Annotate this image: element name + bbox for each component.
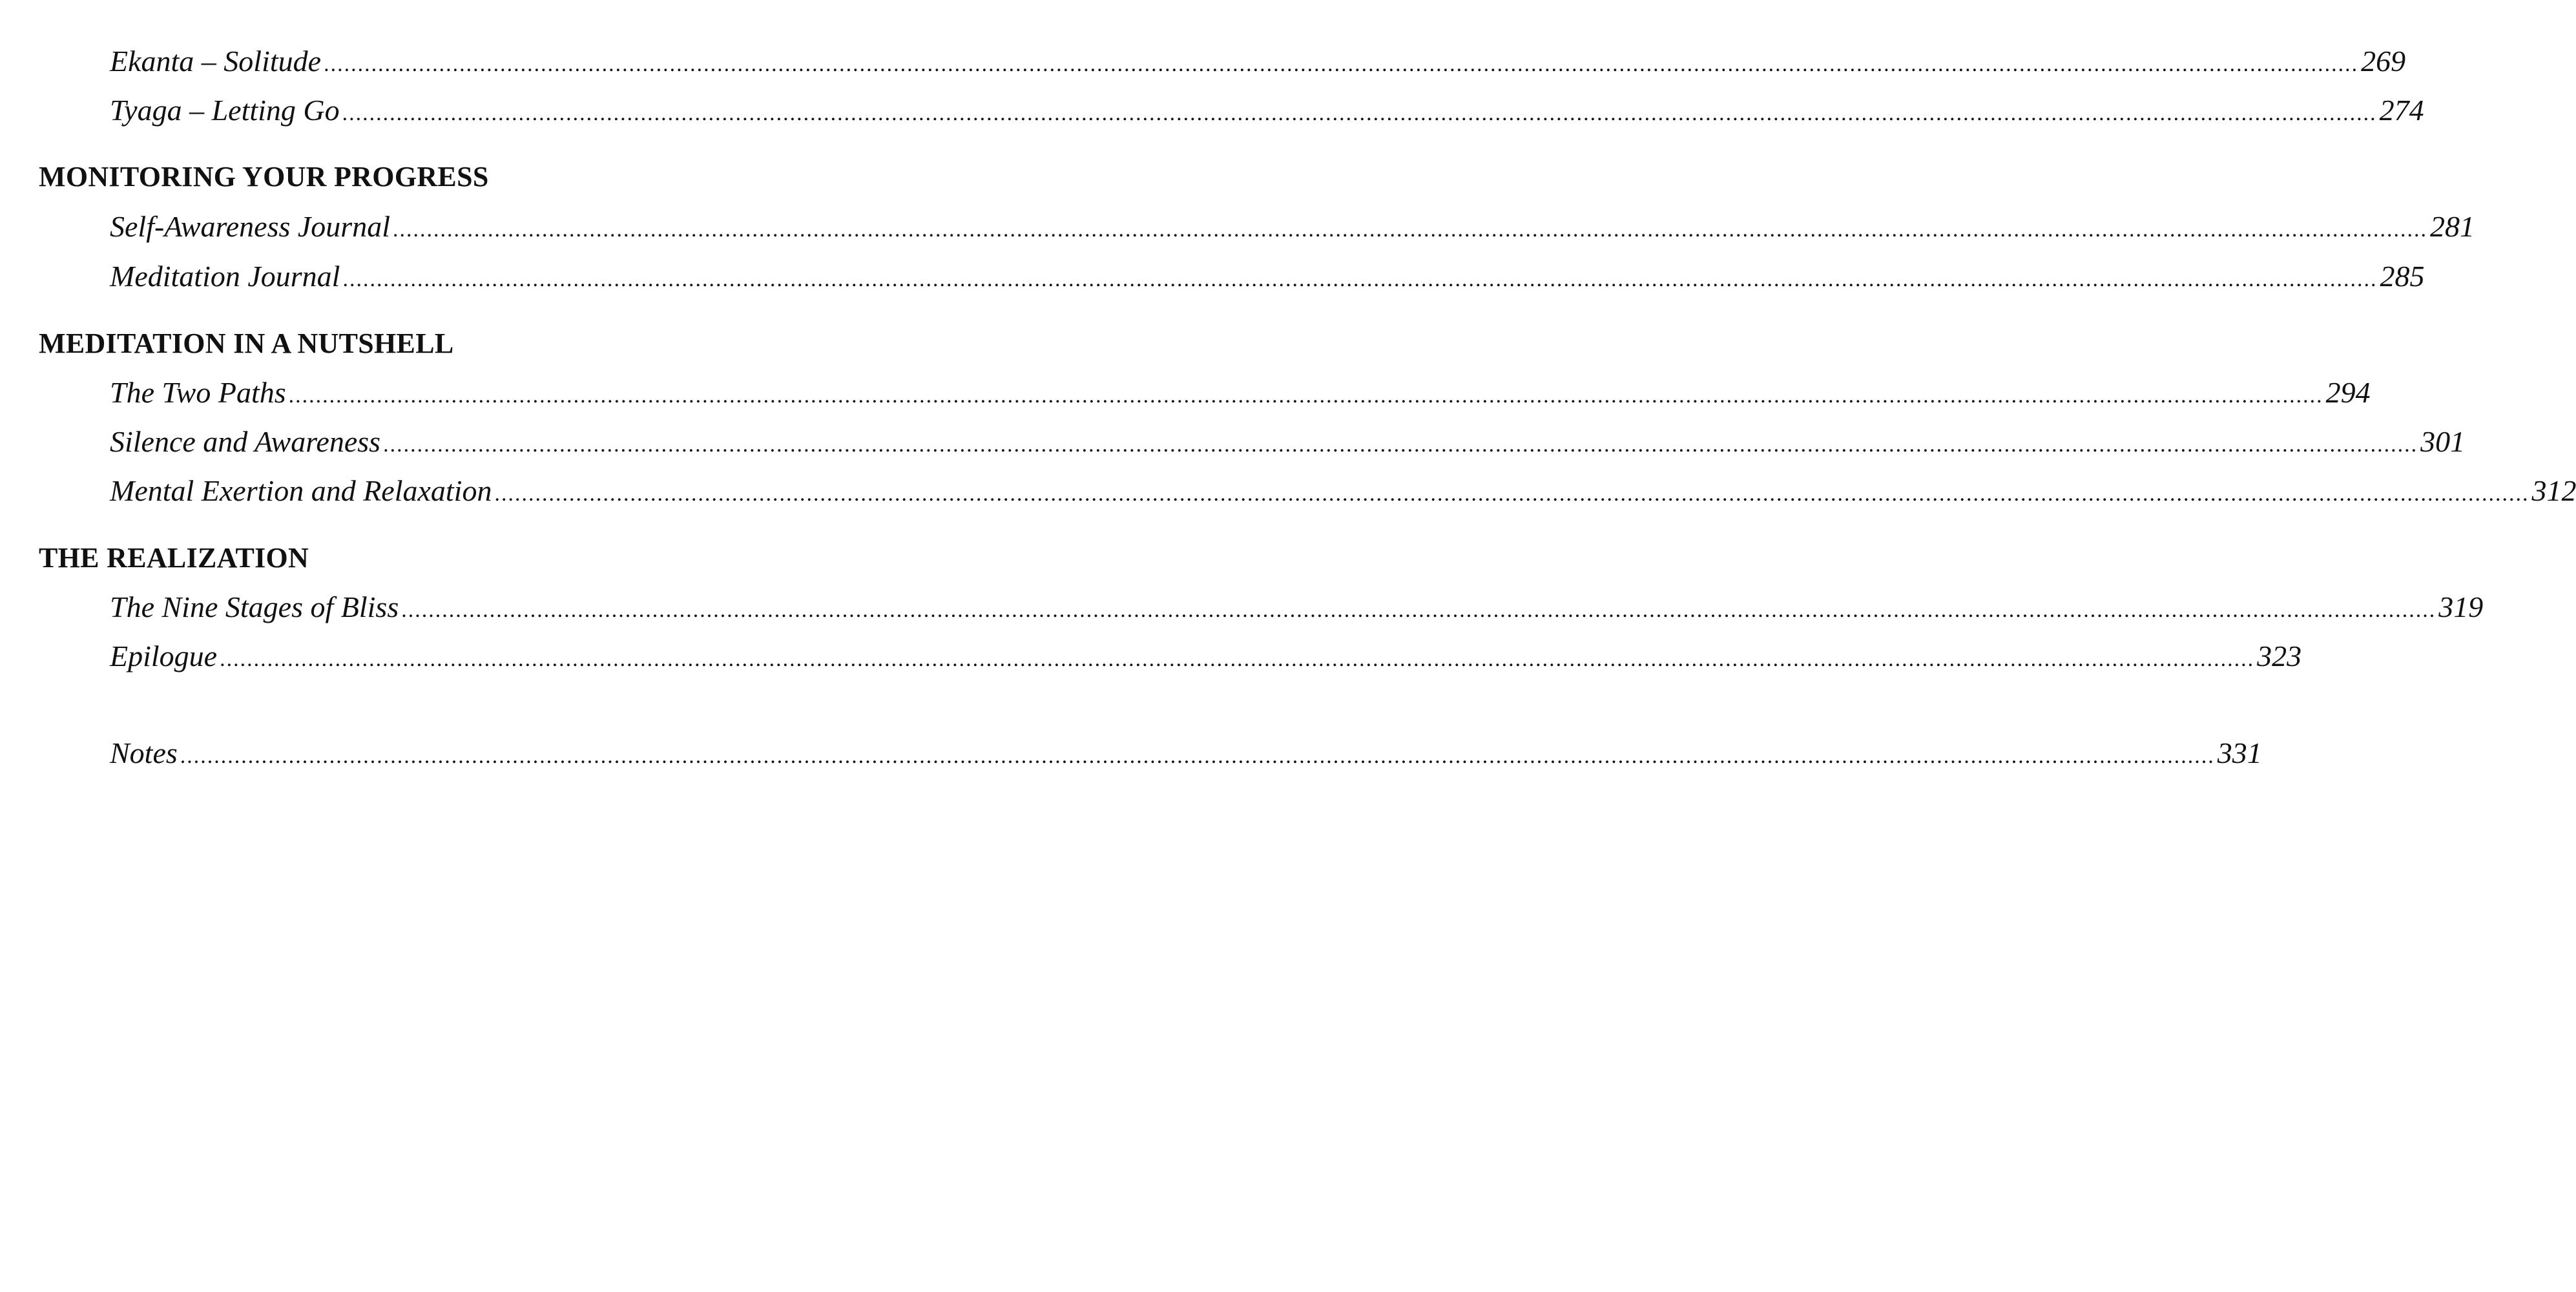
toc-entry-page: 269 xyxy=(2361,45,2406,78)
toc-entry-page: 319 xyxy=(2438,590,2484,623)
toc-entry-page: 301 xyxy=(2420,425,2466,458)
toc-entry-page: 274 xyxy=(2379,94,2424,127)
toc-entry-page: 312 xyxy=(2531,474,2576,507)
toc-entry-two-paths[interactable] xyxy=(110,376,2371,409)
dot-leader: ............................................................................................................................................................................................................................................................................................................ xyxy=(180,744,2215,768)
toc-entry-page: 281 xyxy=(2429,210,2475,243)
toc-entry-epilogue[interactable] xyxy=(110,640,2302,672)
dot-leader: ............................................................................................................................................................................................................................................................................................................ xyxy=(383,433,2418,457)
toc-entry-title: Notes xyxy=(110,736,178,769)
toc-entry-title: Ekanta – Solitude xyxy=(110,45,322,78)
toc-entry-mental-exertion[interactable] xyxy=(110,474,2576,507)
dot-leader: ............................................................................................................................................................................................................................................................................................................ xyxy=(324,52,2359,76)
toc-entry-tyaga[interactable] xyxy=(110,94,2424,127)
dot-leader: ............................................................................................................................................................................................................................................................................................................ xyxy=(494,482,2529,506)
dot-leader: ............................................................................................................................................................................................................................................................................................................ xyxy=(342,267,2378,291)
toc-entry-title: Self-Awareness Journal xyxy=(110,210,390,243)
toc-entry-page: 285 xyxy=(2380,260,2425,293)
section-heading-monitoring: MONITORING YOUR PROGRESS xyxy=(39,161,489,193)
toc-entry-silence-awareness[interactable] xyxy=(110,425,2466,458)
dot-leader: ............................................................................................................................................................................................................................................................................................................ xyxy=(401,598,2436,622)
dot-leader: ............................................................................................................................................................................................................................................................................................................ xyxy=(220,647,2255,671)
toc-entry-title: Tyaga – Letting Go xyxy=(110,94,340,127)
toc-entry-title: Silence and Awareness xyxy=(110,425,381,458)
toc-entry-page: 323 xyxy=(2257,640,2302,672)
toc-entry-meditation-journal[interactable] xyxy=(110,260,2425,293)
toc-entry-notes[interactable] xyxy=(110,736,2262,769)
section-heading-realization: THE REALIZATION xyxy=(39,542,309,574)
toc-entry-ekanta[interactable] xyxy=(110,45,2406,78)
toc-entry-title: Epilogue xyxy=(110,640,218,672)
dot-leader: ............................................................................................................................................................................................................................................................................................................ xyxy=(288,384,2323,408)
dot-leader: ............................................................................................................................................................................................................................................................................................................ xyxy=(392,218,2427,242)
toc-entry-page: 294 xyxy=(2325,376,2371,409)
toc-entry-title: The Nine Stages of Bliss xyxy=(110,590,399,623)
toc-entry-self-awareness-journal[interactable] xyxy=(110,210,2475,243)
toc-entry-title: Mental Exertion and Relaxation xyxy=(110,474,492,507)
dot-leader: ............................................................................................................................................................................................................................................................................................................ xyxy=(342,101,2377,125)
toc-entry-title: The Two Paths xyxy=(110,376,286,409)
section-heading-meditation-nutshell: MEDITATION IN A NUTSHELL xyxy=(39,328,454,359)
toc-entry-page: 331 xyxy=(2217,736,2262,769)
toc-entry-title: Meditation Journal xyxy=(110,260,340,293)
toc-entry-nine-stages[interactable] xyxy=(110,590,2484,623)
